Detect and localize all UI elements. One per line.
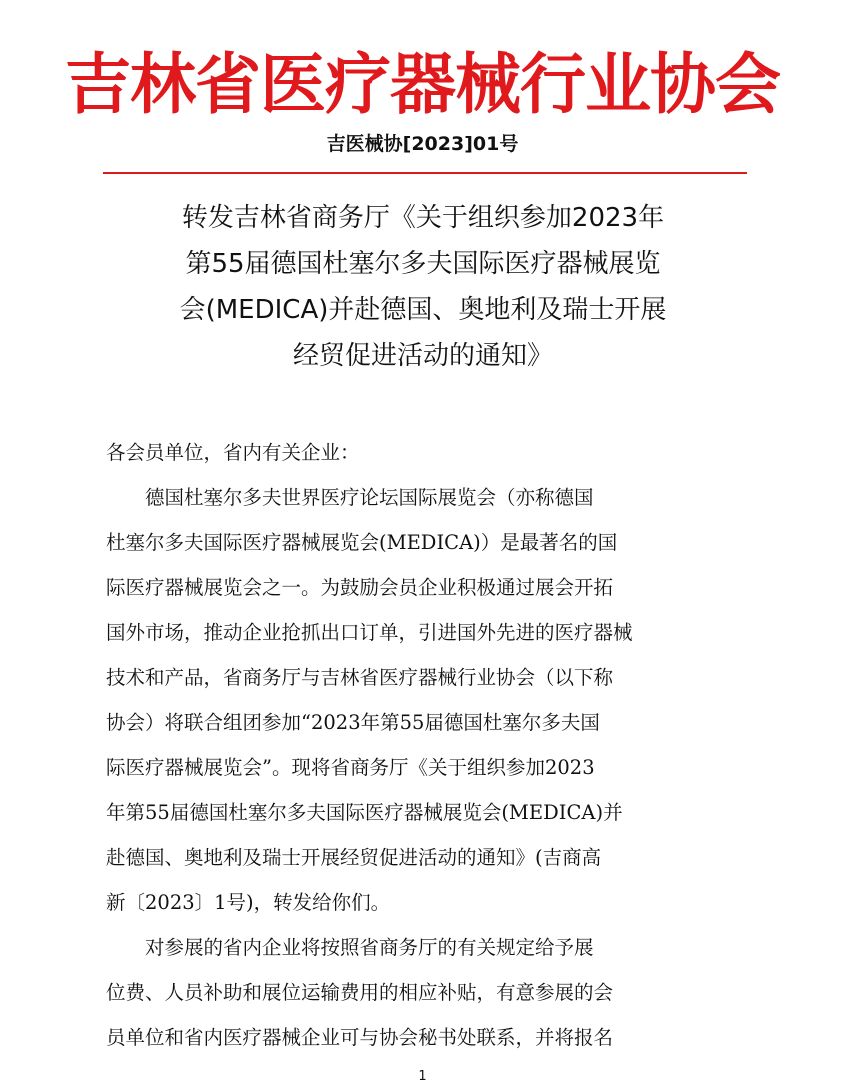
body-line: 德国杜塞尔多夫世界医疗论坛国际展览会（亦称德国 — [106, 486, 594, 509]
body-line: 赴德国、奥地利及瑞士开展经贸促进活动的通知》(吉商高 — [106, 846, 602, 869]
title-line: 会(MEDICA)并赴德国、奥地利及瑞士开展 — [179, 295, 667, 325]
document-body — [106, 430, 756, 1060]
title-line: 经贸促进活动的通知》 — [292, 341, 553, 371]
title-line: 第55届德国杜塞尔多夫国际医疗器械展览 — [185, 249, 661, 279]
body-line: 国外市场，推动企业抢抓出口订单，引进国外先进的医疗器械 — [106, 621, 633, 644]
body-line: 年第55届德国杜塞尔多夫国际医疗器械展览会(MEDICA)并 — [106, 801, 623, 824]
body-line: 际医疗器械展览会”。现将省商务厅《关于组织参加2023 — [106, 756, 595, 779]
paragraph-1 — [106, 475, 756, 925]
body-line: 位费、人员补助和展位运输费用的相应补贴，有意参展的会 — [106, 981, 614, 1004]
body-line: 员单位和省内医疗器械企业可与协会秘书处联系，并将报名 — [106, 1026, 614, 1049]
document-number: 吉医械协[2023]01号 — [326, 133, 519, 155]
body-line: 杜塞尔多夫国际医疗器械展览会(MEDICA)）是最著名的国 — [106, 531, 618, 554]
page-number: 1 — [418, 1069, 427, 1084]
paragraph-2 — [106, 925, 756, 1060]
body-line: 对参展的省内企业将按照省商务厅的有关规定给予展 — [106, 936, 594, 959]
body-line: 新〔2023〕1号)，转发给你们。 — [106, 891, 391, 914]
body-line: 技术和产品，省商务厅与吉林省医疗器械行业协会（以下称 — [106, 666, 614, 689]
red-divider-line — [103, 172, 747, 174]
title-line: 转发吉林省商务厅《关于组织参加2023年 — [181, 203, 665, 233]
salutation: 各会员单位，省内有关企业： — [106, 441, 360, 464]
document-title — [120, 195, 726, 379]
organization-header: 吉林省医疗器械行业协会 — [65, 45, 780, 123]
body-line: 际医疗器械展览会之一。为鼓励会员企业积极通过展会开拓 — [106, 576, 614, 599]
body-line: 协会）将联合组团参加“2023年第55届德国杜塞尔多夫国 — [106, 711, 600, 734]
